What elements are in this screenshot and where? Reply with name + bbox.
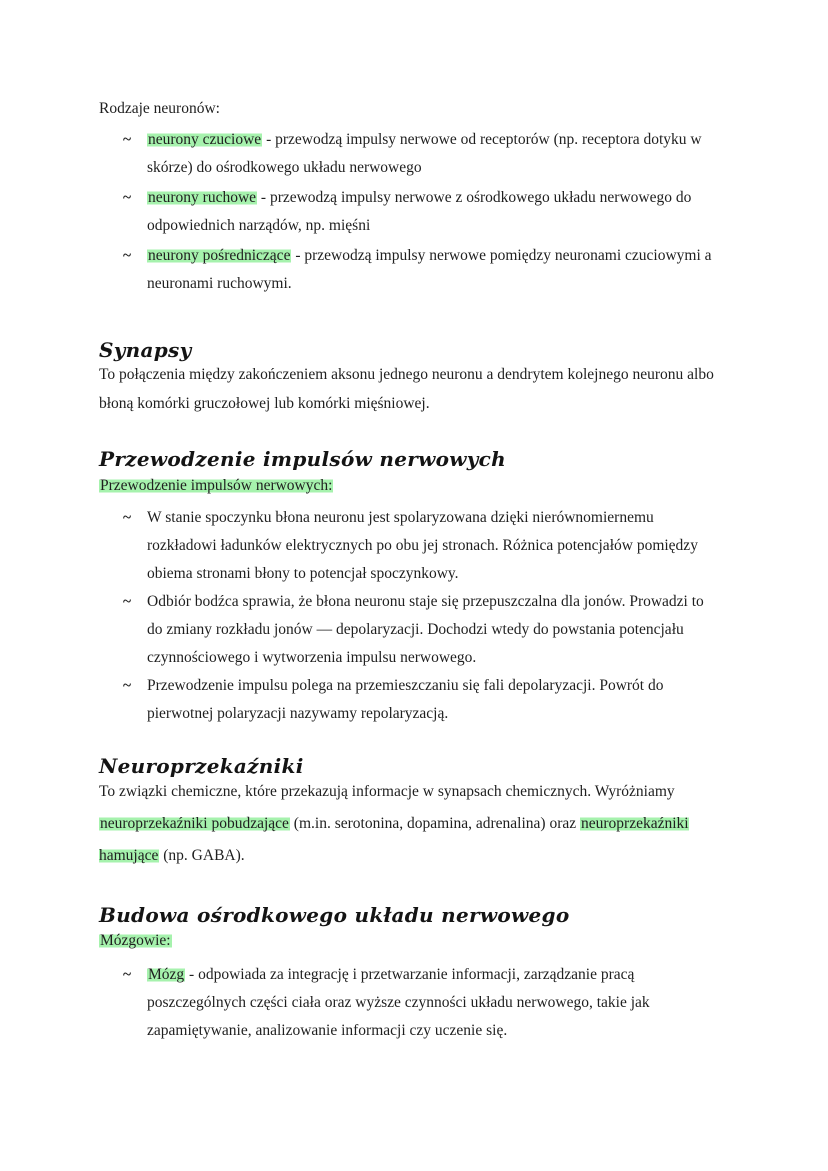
neuron-types-list bbox=[99, 126, 719, 300]
highlighted-term: neuroprzekaźniki pobudzające bbox=[100, 815, 289, 832]
list-item bbox=[99, 504, 719, 588]
list-item bbox=[99, 242, 719, 298]
przewodzenie-heading: Przewodzenie impulsów nerwowych bbox=[99, 447, 506, 471]
tilde-bullet-icon: ~ bbox=[123, 677, 132, 694]
budowa-label: Mózgowie: bbox=[100, 932, 171, 949]
highlighted-term: neuroprzekaźniki hamujące bbox=[99, 815, 689, 864]
list-item bbox=[99, 961, 719, 1045]
budowa-list bbox=[99, 961, 719, 1047]
item-text: - przewodzą impulsy nerwowe od receptorów (np. receptora dotyku w skórze) do ośrodkowego układu nerwowego bbox=[147, 131, 702, 176]
tilde-bullet-icon: ~ bbox=[123, 966, 132, 983]
tilde-bullet-icon: ~ bbox=[123, 593, 132, 610]
list-item bbox=[99, 672, 719, 728]
highlighted-term: neurony ruchowe bbox=[148, 189, 257, 206]
tilde-bullet-icon: ~ bbox=[123, 247, 132, 264]
highlighted-term: neurony czuciowe bbox=[148, 131, 262, 148]
item-text: Przewodzenie impulsu polega na przemieszczaniu się fali depolaryzacji. Powrót do pierwotnej polaryzacji nazywamy repolaryzacją. bbox=[147, 677, 664, 722]
tilde-bullet-icon: ~ bbox=[123, 189, 132, 206]
synapsy-text: To połączenia między zakończeniem aksonu jednego neuronu a dendrytem kolejnego neuronu albo błoną komórki gruczołowej lub komórki mięśniowej. bbox=[99, 366, 714, 412]
item-text: W stanie spoczynku błona neuronu jest spolaryzowana dzięki nierównomiernemu rozkładowi ładunków elektrycznych po obu jej stronach. Różnica potencjałów pomiędzy obiema stronami błony to potencjał spoczynkowy. bbox=[147, 509, 698, 582]
item-text: - odpowiada za integrację i przetwarzanie informacji, zarządzanie pracą poszczególnych części ciała oraz wyższe czynności układu nerwowego, takie jak zapamiętywanie, analizowanie informacji czy uczenie się. bbox=[147, 966, 650, 1039]
list-item bbox=[99, 126, 719, 182]
synapsy-heading: Synapsy bbox=[99, 338, 192, 362]
item-text: - przewodzą impulsy nerwowe z ośrodkowego układu nerwowego do odpowiednich narządów, np. mięśni bbox=[147, 189, 692, 234]
item-text: Odbiór bodźca sprawia, że błona neuronu staje się przepuszczalna dla jonów. Prowadzi to do zmiany rozkładu jonów — depolaryzacji. Dochodzi wtedy do powstania potencjału czynnościowego i wytworzenia impulsu nerwowego. bbox=[147, 593, 704, 666]
highlighted-term: neurony pośredniczące bbox=[148, 247, 291, 264]
budowa-heading: Budowa ośrodkowego układu nerwowego bbox=[99, 903, 570, 927]
neuroprzekazniki-heading: Neuroprzekaźniki bbox=[99, 754, 304, 778]
tilde-bullet-icon: ~ bbox=[123, 131, 132, 148]
list-item bbox=[99, 588, 719, 672]
item-text: - przewodzą impulsy nerwowe pomiędzy neuronami czuciowymi a neuronami ruchowymi. bbox=[147, 247, 712, 292]
highlighted-term: Mózg bbox=[148, 966, 185, 983]
przewodzenie-label: Przewodzenie impulsów nerwowych: bbox=[100, 477, 333, 494]
list-item bbox=[99, 184, 719, 240]
tilde-bullet-icon: ~ bbox=[123, 509, 132, 526]
przewodzenie-list bbox=[99, 504, 719, 728]
intro-title: Rodzaje neuronów: bbox=[99, 100, 220, 117]
neuroprzekazniki-text: To związki chemiczne, które przekazują informacje w synapsach chemicznych. Wyróżniamy neuroprzekaźniki pobudzające (m.in. serotonina, dopamina, adrenalina) oraz neuroprzekaźniki hamujące (np. GABA). bbox=[99, 783, 689, 864]
